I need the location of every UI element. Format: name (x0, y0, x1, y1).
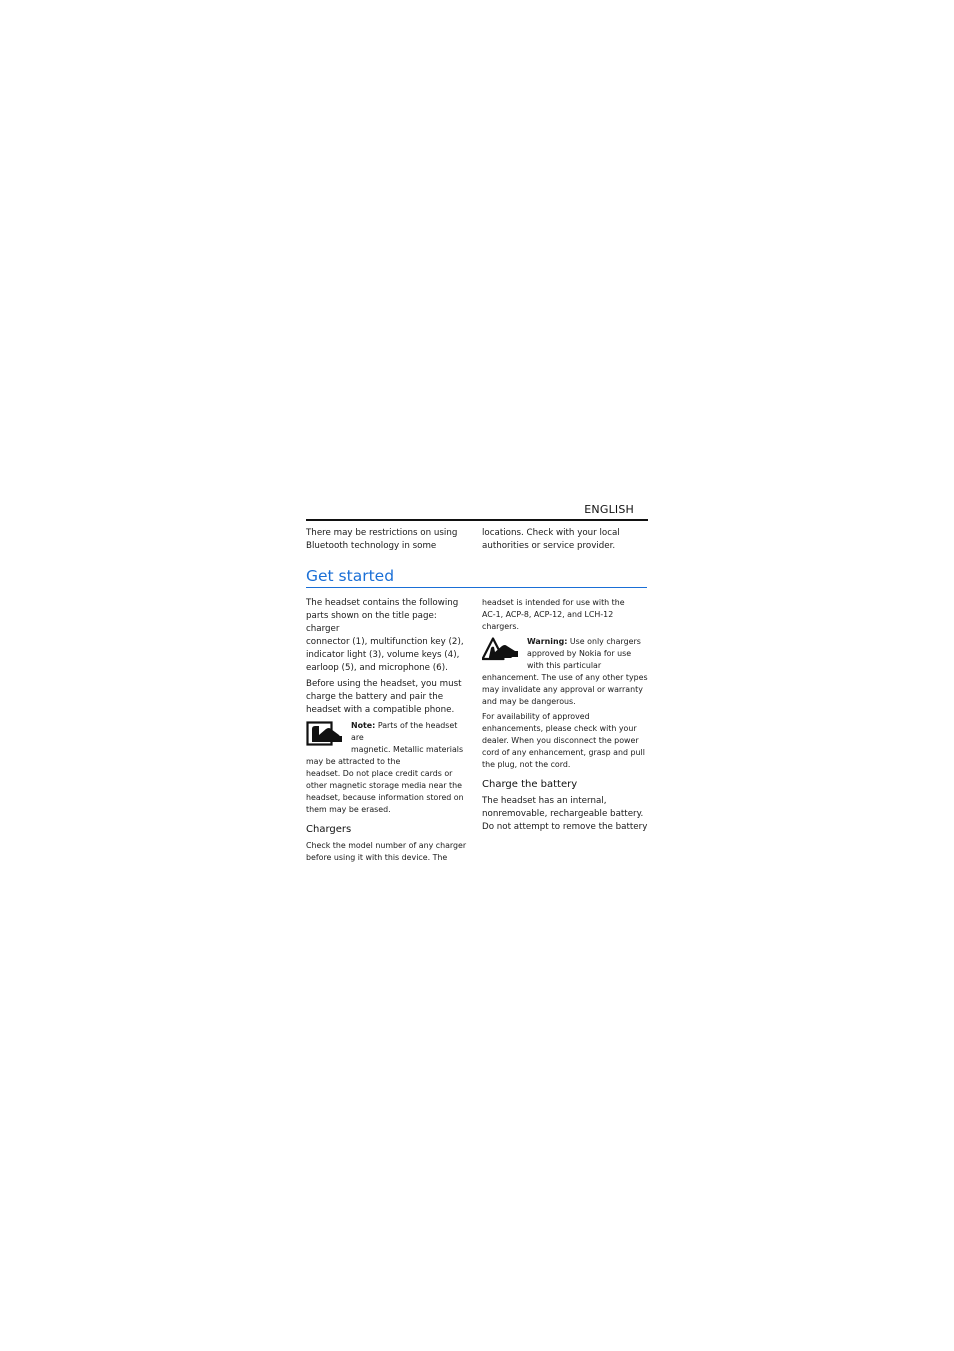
warning-hand-icon (482, 637, 519, 665)
intro-right-line: authorities or service provider. (482, 541, 616, 551)
note-callout (306, 720, 472, 816)
text-line: and may be dangerous. (482, 697, 576, 706)
intro-left (306, 527, 472, 553)
text-line: headset is intended for use with the (482, 598, 625, 607)
intro-right-line: locations. Check with your local (482, 528, 620, 538)
availability-paragraph (482, 711, 648, 771)
text-line: The headset has an internal, (482, 796, 607, 806)
text-line: For availability of approved (482, 712, 590, 721)
right-column (482, 597, 648, 867)
text-line: Check the model number of any charger (306, 841, 467, 850)
note-text: Parts of the headset are (351, 721, 458, 742)
chargers-heading: Chargers (306, 824, 352, 835)
text-line: nonremovable, rechargeable battery. (482, 809, 644, 819)
header-rule (306, 519, 648, 521)
note-label: Note: (351, 721, 376, 730)
text-line: with this particular (527, 661, 602, 670)
intro-left-line: There may be restrictions on using (306, 528, 458, 538)
text-line: charge the battery and pair the (306, 692, 444, 702)
section-title-rule (306, 587, 647, 588)
text-line: Do not attempt to remove the battery (482, 822, 648, 832)
text-line: The headset contains the following (306, 598, 459, 608)
text-line: approved by Nokia for use (527, 649, 632, 658)
text-line: them may be erased. (306, 805, 391, 814)
left-column (306, 597, 472, 867)
text-line: connector (1), multifunction key (2), (306, 637, 464, 647)
document-page (306, 502, 648, 867)
body-columns (306, 597, 648, 867)
text-line: Before using the headset, you must (306, 679, 462, 689)
text-line: parts shown on the title page: charger (306, 611, 437, 634)
charge-battery-heading: Charge the battery (482, 779, 578, 790)
text-line: may be attracted to the (306, 757, 401, 766)
warning-label: Warning: (527, 637, 568, 646)
note-hand-icon (306, 721, 343, 751)
text-line: headset. Do not place credit cards or (306, 769, 453, 778)
text-line: headset, because information stored on (306, 793, 464, 802)
text-line: cord of any enhancement, grasp and pull (482, 748, 645, 757)
text-line: the plug, not the cord. (482, 760, 571, 769)
parts-paragraph (306, 597, 472, 675)
text-line: dealer. When you disconnect the power (482, 736, 639, 745)
text-line: may invalidate any approval or warranty (482, 685, 643, 694)
charge-battery-paragraph (482, 795, 648, 834)
before-using-paragraph (306, 678, 472, 717)
text-line: other magnetic storage media near the (306, 781, 463, 790)
intro-text (306, 527, 648, 553)
compatible-chargers-paragraph (482, 597, 648, 633)
intro-left-line: Bluetooth technology in some (306, 541, 437, 551)
text-line: enhancement. The use of any other types (482, 673, 648, 682)
intro-right (482, 527, 648, 553)
text-line: AC-1, ACP-8, ACP-12, and LCH-12 (482, 610, 614, 619)
text-line: indicator light (3), volume keys (4), (306, 650, 460, 660)
text-line: magnetic. Metallic materials (351, 745, 464, 754)
language-header: ENGLISH (584, 503, 634, 516)
warning-callout (482, 636, 648, 708)
text-line: chargers. (482, 622, 520, 631)
chargers-paragraph (306, 840, 472, 864)
text-line: headset with a compatible phone. (306, 705, 455, 715)
text-line: before using it with this device. The (306, 853, 448, 862)
text-line: earloop (5), and microphone (6). (306, 663, 448, 673)
section-title: Get started (306, 567, 395, 585)
text-line: enhancements, please check with your (482, 724, 637, 733)
warning-text: Use only chargers (567, 637, 641, 646)
